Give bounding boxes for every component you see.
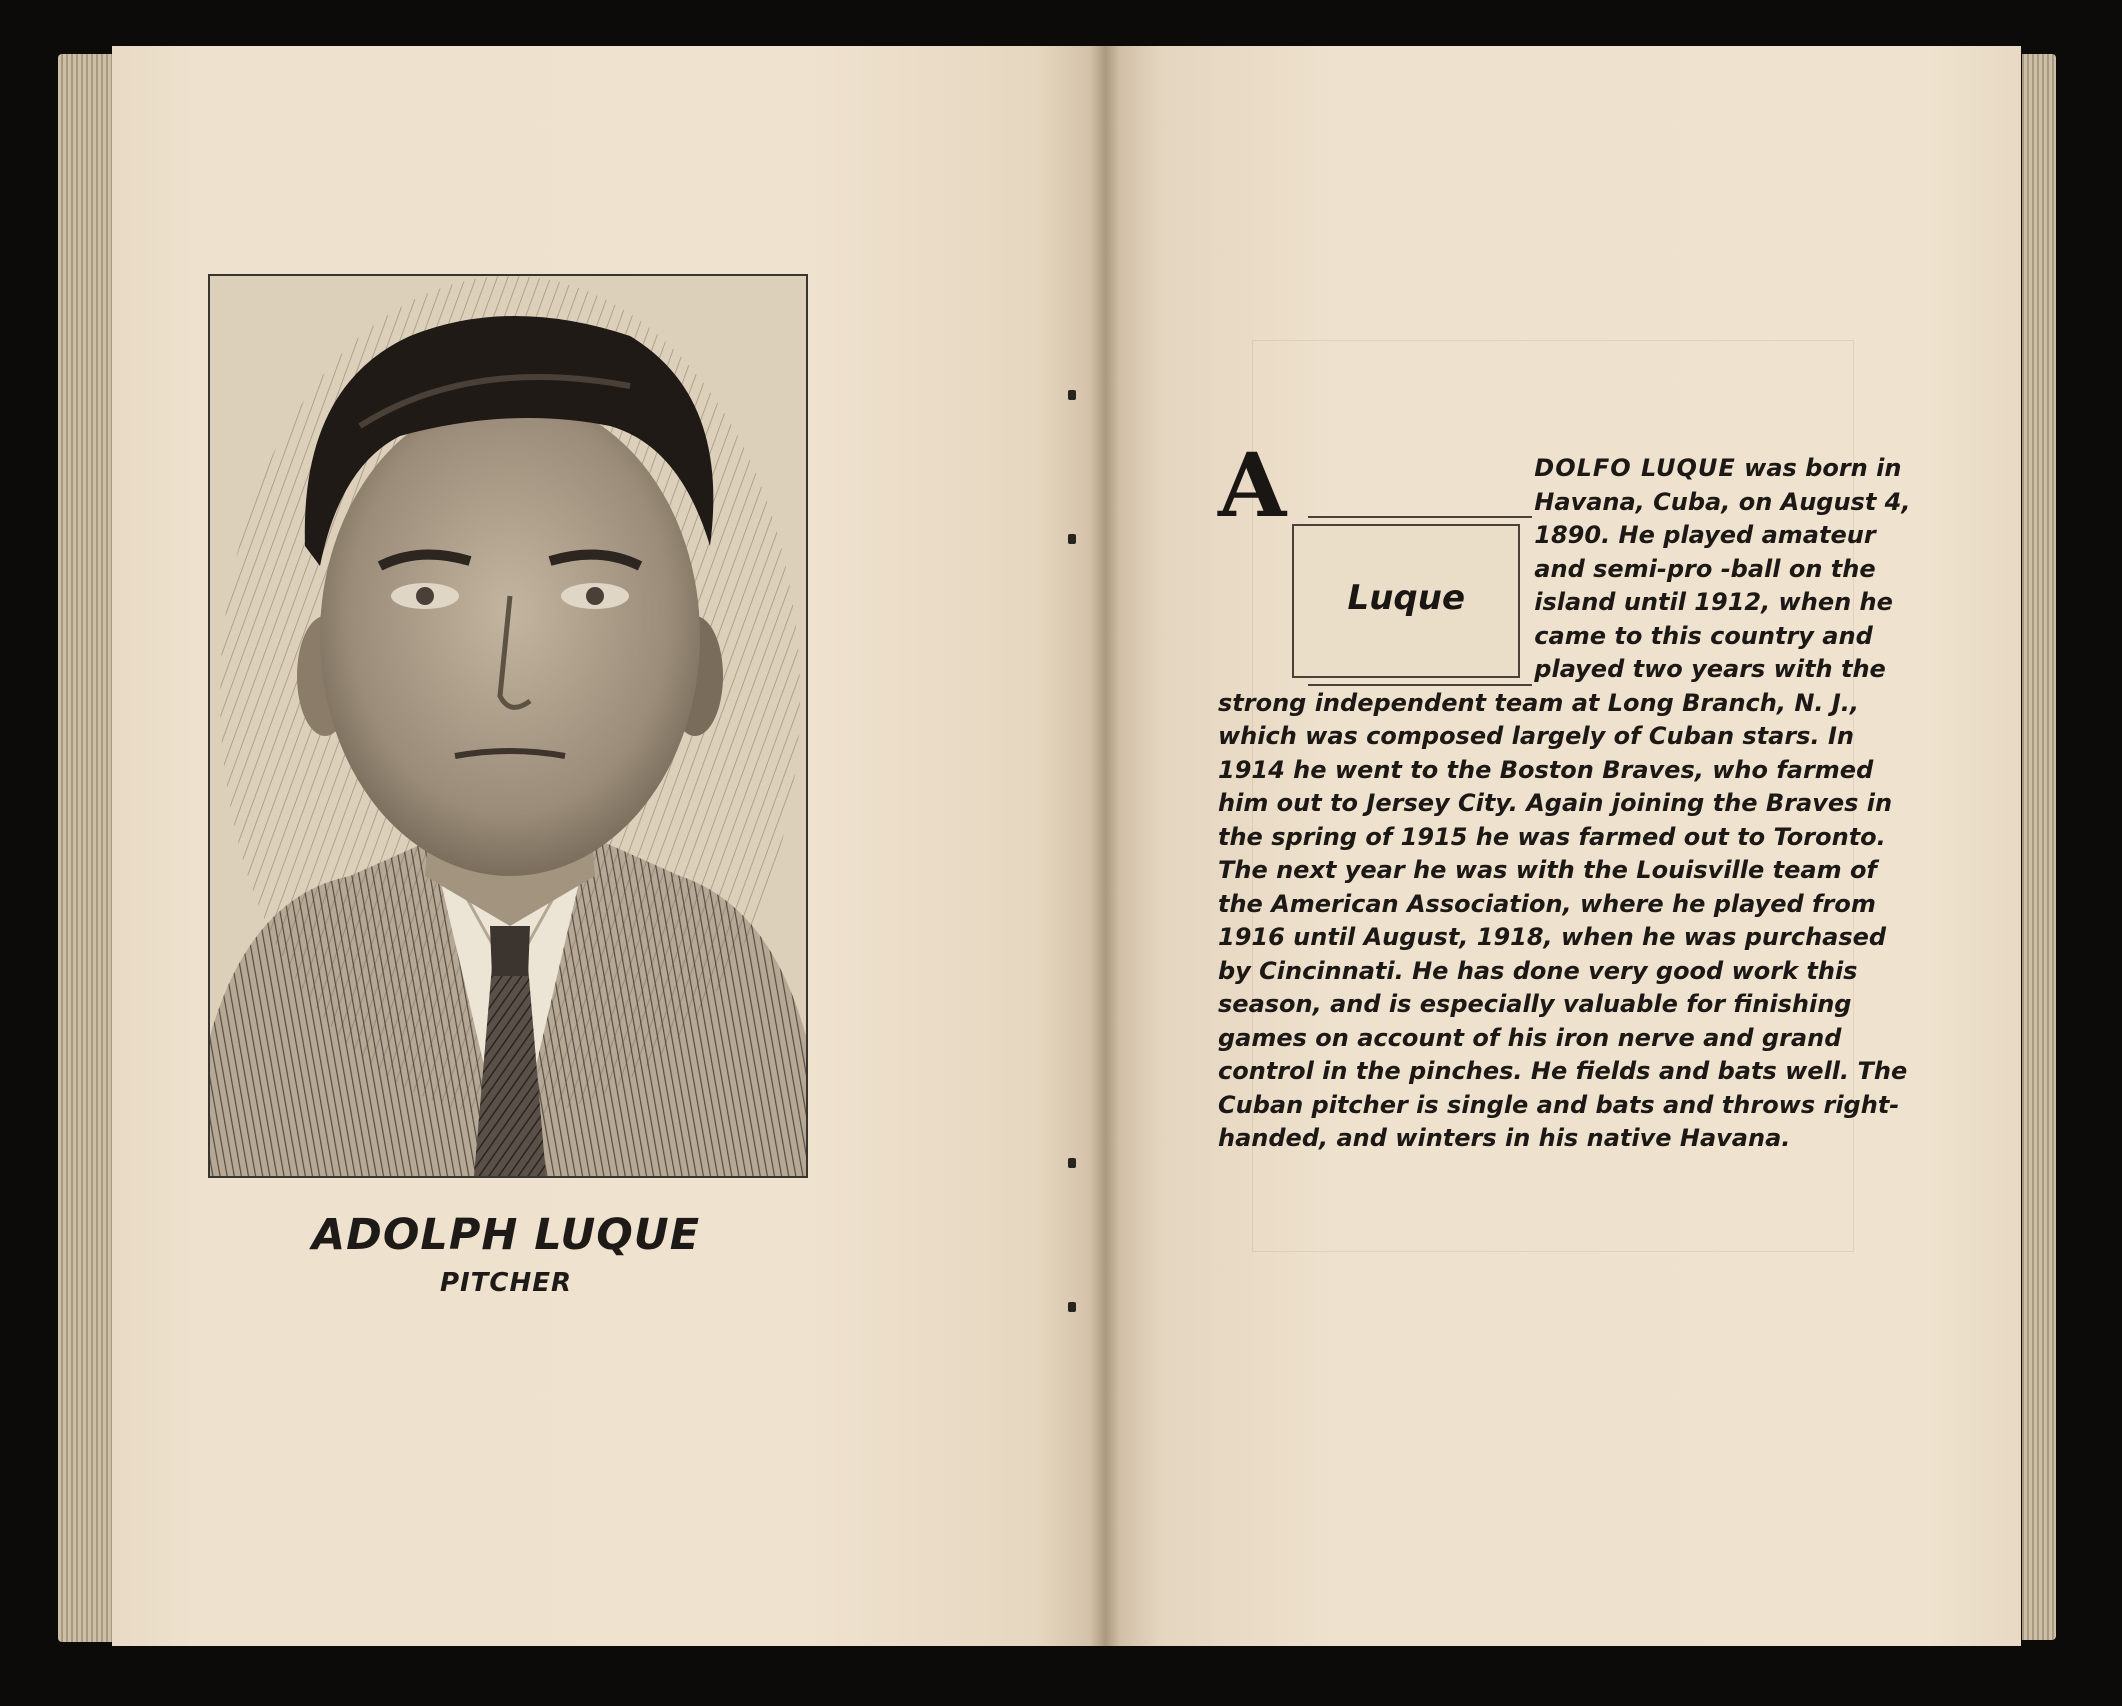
- inset-rule-top: [1308, 516, 1532, 518]
- player-position-caption: PITCHER: [439, 1268, 573, 1298]
- left-page-edges: [58, 54, 114, 1642]
- portrait-illustration: [210, 276, 806, 1176]
- inset-rule-bottom: [1308, 684, 1532, 686]
- binding-stitch: [1068, 1302, 1076, 1312]
- binding-stitch: [1068, 534, 1076, 544]
- binding-stitch: [1068, 1158, 1076, 1168]
- drop-cap-letter: A: [1218, 433, 1287, 537]
- book-gutter: [1090, 46, 1120, 1646]
- player-name-caption: ADOLPH LUQUE: [311, 1210, 701, 1260]
- player-portrait-photo: [208, 274, 808, 1178]
- inset-name-label: Luque: [1347, 578, 1466, 618]
- right-page-edges: [2022, 54, 2056, 1640]
- biography-body: was born in Havana, Cuba, on August 4, 1890. He played amateur and semi-pro -ball on the island until 1912, when he came to this country and played two years with the strong independent team at Long Branch, N. J., which was composed largely of Cuban stars. In 1914 he went to the Boston Braves, who farmed him out to Jersey City. Again joining the Braves in the spring of 1915 he was farmed out to Toronto. The next year he was with the Louisville team of the American Association, where he played from 1916 until August, 1918, when he was purchased by Cincinnati. He has done very good work this season, and is especially valuable for finishing games on account of his iron nerve and grand control in the pinches. He fields and bats well. The Cuban pitcher is single and bats and throws right-handed, and winters in his native Havana.: [1218, 454, 1911, 1152]
- biography-lead: DOLFO LUQUE: [1534, 454, 1736, 482]
- name-inset-box: [1292, 524, 1520, 678]
- binding-stitch: [1068, 390, 1076, 400]
- biography-text: [1218, 433, 1920, 1156]
